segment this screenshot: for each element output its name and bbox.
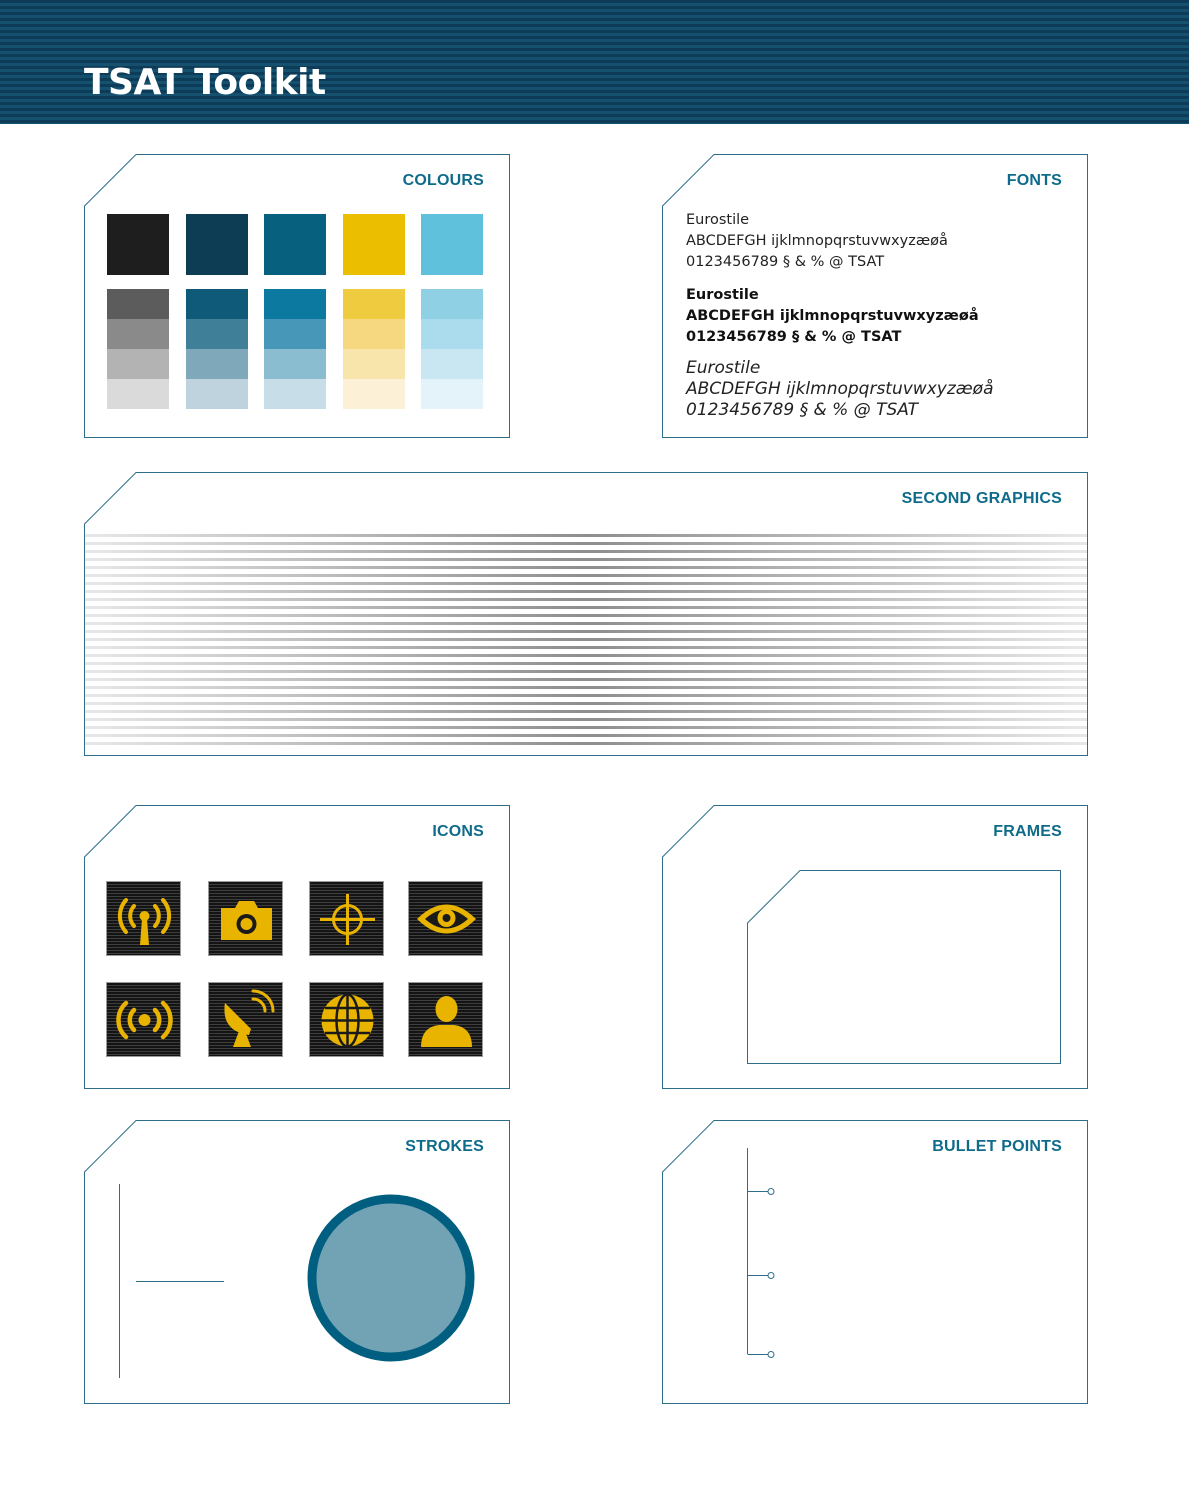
- gradient-line: [85, 646, 1087, 649]
- gradient-line: [85, 702, 1087, 705]
- gradient-line: [85, 718, 1087, 721]
- eye-icon: [408, 881, 483, 956]
- signal-icon: [106, 982, 181, 1057]
- colour-swatch-tint: [264, 319, 326, 349]
- gradient-line: [85, 542, 1087, 545]
- colour-swatch-tint: [186, 319, 248, 349]
- colour-swatch-main: [421, 214, 483, 275]
- page-title: TSAT Toolkit: [84, 62, 326, 103]
- icons-panel: [84, 805, 510, 1089]
- colour-swatch-tint: [186, 349, 248, 379]
- gradient-line: [85, 694, 1087, 697]
- font-name: Eurostile: [686, 358, 761, 378]
- gradient-line: [85, 742, 1087, 745]
- colour-swatch-tint: [421, 289, 483, 319]
- person-icon: [408, 982, 483, 1057]
- gradient-line: [85, 566, 1087, 569]
- gradient-line: [85, 598, 1087, 601]
- colours-title: COLOURS: [402, 172, 484, 189]
- colour-swatch-main: [186, 214, 248, 275]
- frame-example: [748, 871, 1061, 1064]
- colour-swatch-tint: [421, 319, 483, 349]
- crosshair-icon: [309, 881, 384, 956]
- fonts-title: FONTS: [1006, 172, 1062, 189]
- gradient-line: [85, 638, 1087, 641]
- font-alphabet: ABCDEFGH ijklmnopqrstuvwxyzæøå: [686, 233, 948, 249]
- gradient-line: [85, 574, 1087, 577]
- gradient-line: [85, 670, 1087, 673]
- gradient-line: [85, 550, 1087, 553]
- colour-swatch-main: [343, 214, 405, 275]
- font-alphabet: ABCDEFGH ijklmnopqrstuvwxyzæøå: [686, 308, 979, 324]
- font-alphabet: ABCDEFGH ijklmnopqrstuvwxyzæøå: [686, 379, 994, 399]
- gradient-line: [85, 726, 1087, 729]
- panel-frame: [84, 1120, 510, 1404]
- camera-icon: [208, 881, 283, 956]
- frames-panel: [662, 805, 1088, 1089]
- panel-frame: [662, 1120, 1088, 1404]
- colour-swatch-tint: [343, 289, 405, 319]
- colour-swatch-tint: [264, 349, 326, 379]
- line-gradient-graphic: [85, 534, 1087, 750]
- gradient-line: [85, 678, 1087, 681]
- font-sample-regular: [686, 210, 948, 273]
- gradient-line: [85, 654, 1087, 657]
- gradient-line: [85, 582, 1087, 585]
- second-graphics-title: SECOND GRAPHICS: [901, 490, 1062, 507]
- second-graphics-panel: [84, 472, 1088, 756]
- gradient-line: [85, 630, 1087, 633]
- gradient-line: [85, 534, 1087, 537]
- strokes-title: STROKES: [405, 1138, 484, 1155]
- panel-frame: [662, 805, 1088, 1089]
- bullet-points-title: BULLET POINTS: [932, 1138, 1062, 1155]
- fonts-panel: [662, 154, 1088, 438]
- frames-title: FRAMES: [993, 823, 1062, 840]
- colour-swatch-tint: [186, 289, 248, 319]
- colour-swatch-tint: [107, 379, 169, 409]
- gradient-line: [85, 590, 1087, 593]
- colour-swatch-main: [107, 214, 169, 275]
- font-numerals: 0123456789 § & % @ TSAT: [686, 254, 885, 270]
- antenna-icon: [106, 881, 181, 956]
- font-name: Eurostile: [686, 287, 759, 303]
- colours-panel: [84, 154, 510, 438]
- strokes-panel: [84, 1120, 510, 1404]
- colour-swatch-tint: [107, 319, 169, 349]
- colour-swatch-tint: [343, 349, 405, 379]
- icons-title: ICONS: [432, 823, 484, 840]
- font-numerals: 0123456789 § & % @ TSAT: [686, 329, 902, 345]
- colour-swatch-tint: [343, 379, 405, 409]
- gradient-line: [85, 662, 1087, 665]
- bullet-points-panel: [662, 1120, 1088, 1404]
- gradient-line: [85, 710, 1087, 713]
- globe-icon: [309, 982, 384, 1057]
- gradient-line: [85, 606, 1087, 609]
- colour-swatch-tint: [421, 349, 483, 379]
- colour-swatch-main: [264, 214, 326, 275]
- colour-swatch-tint: [107, 349, 169, 379]
- font-numerals: 0123456789 § & % @ TSAT: [686, 400, 919, 420]
- stroke-circle: [312, 1199, 470, 1357]
- colour-swatch-tint: [186, 379, 248, 409]
- page-header: [0, 0, 1189, 124]
- gradient-line: [85, 686, 1087, 689]
- bullet-tree: [748, 1148, 775, 1358]
- gradient-line: [85, 622, 1087, 625]
- gradient-line: [85, 614, 1087, 617]
- font-name: Eurostile: [686, 212, 750, 228]
- gradient-line: [85, 558, 1087, 561]
- colour-swatch-tint: [264, 289, 326, 319]
- satellite-dish-icon: [208, 982, 283, 1057]
- font-sample-italic: [686, 358, 994, 421]
- gradient-line: [85, 734, 1087, 737]
- colour-swatch-tint: [107, 289, 169, 319]
- font-sample-bold: [686, 285, 979, 348]
- colour-swatch-tint: [343, 319, 405, 349]
- colour-swatch-tint: [421, 379, 483, 409]
- colour-swatch-tint: [264, 379, 326, 409]
